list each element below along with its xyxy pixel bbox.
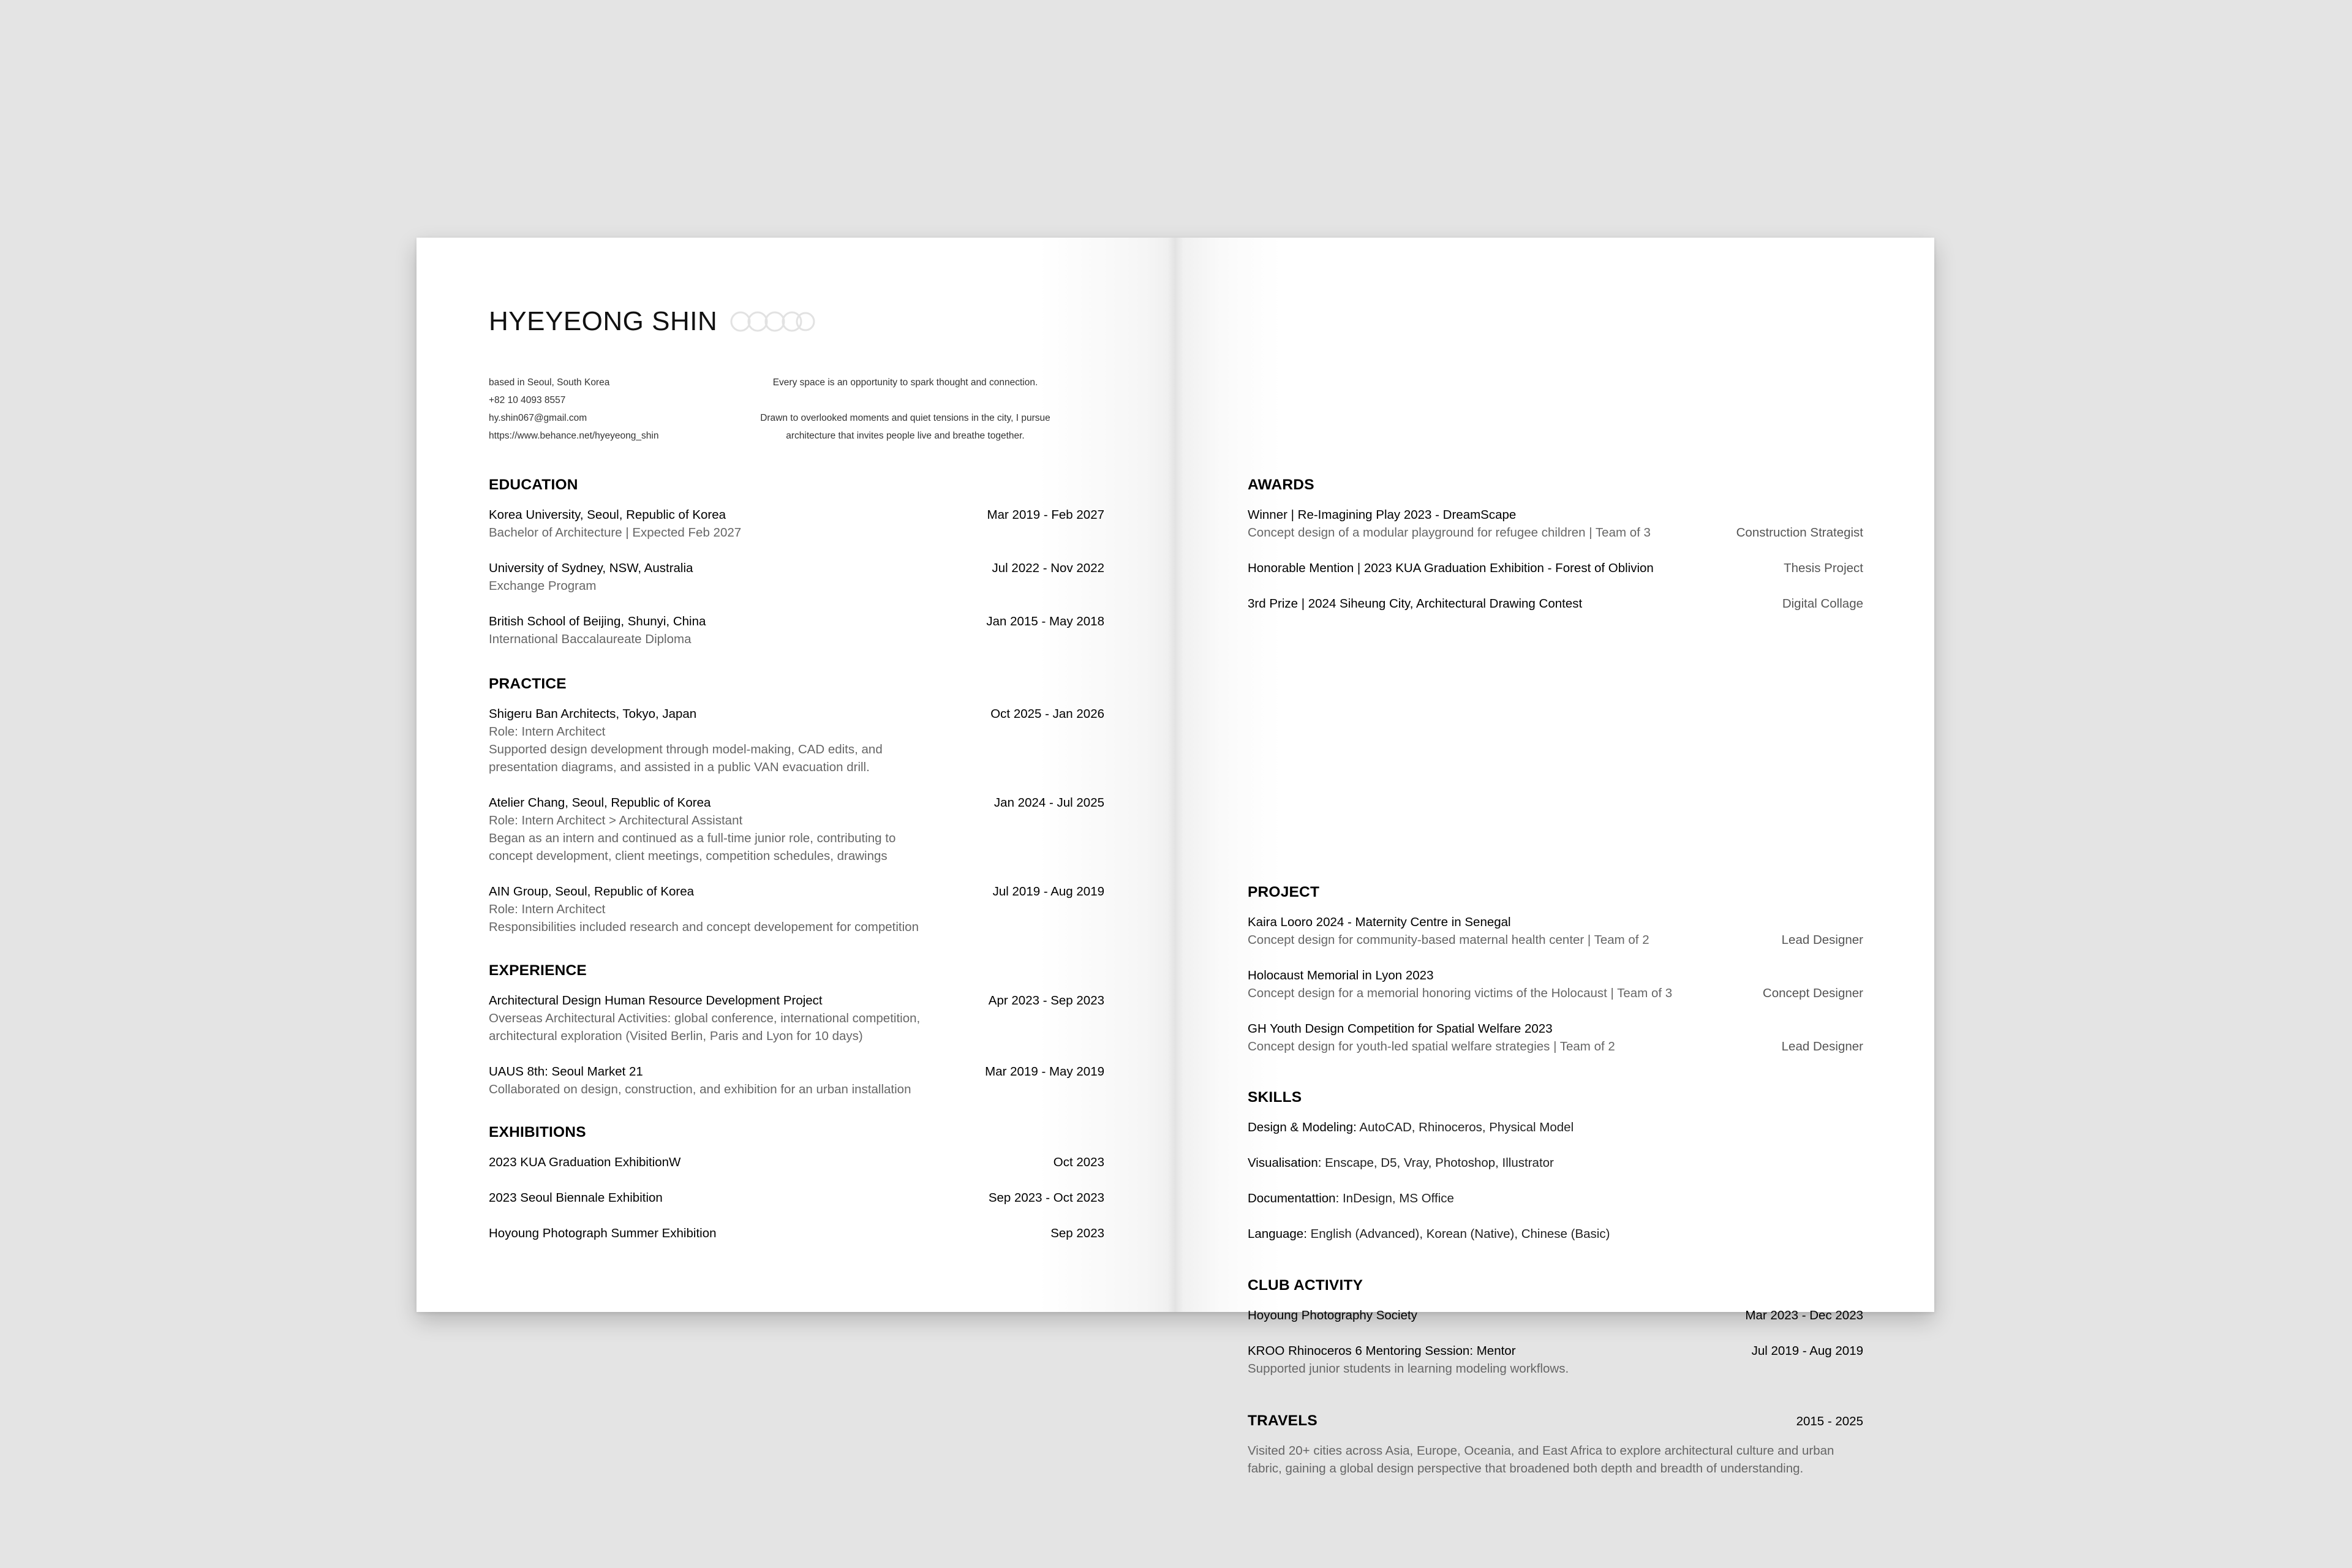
skill-label: Documentattion: [1248,1191,1340,1205]
phone-text: +82 10 4093 8557 [489,395,566,405]
entry-detail: Overseas Architectural Activities: global conference, international competition, [489,1011,921,1025]
entry-detail: International Baccalaureate Diploma [489,632,692,646]
entry-detail: presentation diagrams, and assisted in a public VAN evacuation drill. [489,760,870,774]
entry-title: Honorable Mention | 2023 KUA Graduation Exhibition - Forest of Oblivion [1248,561,1654,575]
entry-detail: Concept design of a modular playground for refugee children | Team of 3 [1248,526,1651,540]
entry-date: Jan 2015 - May 2018 [986,614,1104,628]
experience-entry [489,992,1104,1045]
entry-title: Shigeru Ban Architects, Tokyo, Japan [489,707,697,721]
tagline-line: architecture that invites people live and breathe together. [786,431,1025,441]
portfolio-link[interactable]: https://www.behance.net/hyeyeong_shin [489,431,659,441]
entry-title: Korea University, Seoul, Republic of Korea [489,508,726,522]
entry-date: Mar 2023 - Dec 2023 [1745,1308,1863,1322]
travels-section [1248,1412,1863,1477]
entry-role: Lead Designer [1781,1039,1863,1054]
entry-title: 2023 KUA Graduation ExhibitionW [489,1155,681,1169]
project-entry [1248,1020,1863,1055]
skill-value: AutoCAD, Rhinoceros, Physical Model [1356,1120,1574,1134]
entry-date: Sep 2023 [1050,1226,1104,1240]
section-title: AWARDS [1248,477,1314,493]
entry-title: 3rd Prize | 2024 Siheung City, Architectural Drawing Contest [1248,597,1583,611]
entry-date: Jan 2024 - Jul 2025 [993,796,1104,810]
email-text: hy.shin067@gmail.com [489,413,587,423]
skill-label: Design & Modeling: [1248,1120,1357,1134]
right-page [1175,238,1934,1476]
entry-title: Kaira Looro 2024 - Maternity Centre in Senegal [1248,915,1511,929]
entry-detail: Concept design for youth-led spatial welfare strategies | Team of 2 [1248,1039,1615,1054]
entry-role: Digital Collage [1782,597,1863,611]
section-title: PRACTICE [489,676,567,692]
entry-title: UAUS 8th: Seoul Market 21 [489,1065,643,1079]
logo-icon [728,309,817,334]
exhibition-entry [489,1153,1104,1171]
skill-value: InDesign, MS Office [1339,1191,1454,1205]
skills-section [1248,1089,1863,1261]
personal-statement [752,374,1058,445]
entry-role: Construction Strategist [1736,526,1863,540]
practice-entry [489,705,1104,776]
skill-row [1248,1189,1863,1207]
entry-detail: Role: Intern Architect [489,902,606,916]
section-title: EXPERIENCE [489,962,587,979]
entry-date: Sep 2023 - Oct 2023 [988,1191,1104,1205]
education-entry [489,612,1104,648]
entry-title: GH Youth Design Competition for Spatial Welfare 2023 [1248,1022,1553,1036]
header [489,306,817,337]
travels-text: fabric, gaining a global design perspective that broadened both depth and breadth of understanding. [1248,1461,1804,1476]
club-entry [1248,1306,1863,1324]
awards-section [1248,477,1863,630]
award-entry [1248,595,1863,612]
entry-detail: Concept design for a memorial honoring victims of the Holocaust | Team of 3 [1248,986,1673,1000]
location-text: based in Seoul, South Korea [489,377,610,388]
practice-section [489,676,1104,954]
entry-title: Atelier Chang, Seoul, Republic of Korea [489,796,711,810]
left-page [417,238,1175,1312]
entry-detail: Role: Intern Architect [489,725,606,739]
experience-entry [489,1063,1104,1098]
entry-date: Oct 2025 - Jan 2026 [990,707,1104,721]
project-section [1248,884,1863,1073]
skill-value: English (Advanced), Korean (Native), Chinese (Basic) [1306,1227,1610,1241]
club-activity-section [1248,1277,1863,1395]
section-title: EDUCATION [489,477,578,493]
exhibitions-section [489,1124,1104,1260]
entry-title: Hoyoung Photography Society [1248,1308,1417,1322]
entry-detail: Exchange Program [489,579,597,593]
entry-date: Jul 2022 - Nov 2022 [992,561,1104,575]
award-entry [1248,559,1863,577]
entry-detail: Responsibilities included research and concept developement for competition [489,920,919,934]
entry-detail: Concept design for community-based maternal health center | Team of 2 [1248,933,1649,947]
entry-detail: architectural exploration (Visited Berlin, Paris and Lyon for 10 days) [489,1029,863,1043]
exhibition-entry [489,1189,1104,1207]
entry-role: Concept Designer [1762,986,1863,1000]
tagline-line: Every space is an opportunity to spark thought and connection. [772,377,1038,388]
entry-title: British School of Beijing, Shunyi, China [489,614,706,628]
contact-block [489,374,1104,447]
entry-date: Jul 2019 - Aug 2019 [992,884,1104,899]
skill-row [1248,1118,1863,1136]
section-title: PROJECT [1248,884,1320,900]
entry-title: Hoyoung Photograph Summer Exhibition [489,1226,717,1240]
entry-date: Jul 2019 - Aug 2019 [1751,1344,1863,1358]
project-entry [1248,913,1863,949]
section-title: TRAVELS [1248,1412,1317,1429]
club-entry [1248,1342,1863,1378]
practice-entry [489,794,1104,865]
entry-title: KROO Rhinoceros 6 Mentoring Session: Mentor [1248,1344,1516,1358]
entry-title: Winner | Re-Imagining Play 2023 - DreamScape [1248,508,1517,522]
entry-detail: concept development, client meetings, competition schedules, drawings [489,849,888,863]
entry-detail: Supported junior students in learning modeling workflows. [1248,1362,1569,1376]
practice-entry [489,883,1104,936]
exhibition-entry [489,1224,1104,1242]
education-entry [489,559,1104,595]
section-title: SKILLS [1248,1089,1302,1106]
experience-section [489,962,1104,1116]
entry-date: 2015 - 2025 [1796,1414,1863,1428]
entry-detail: Began as an intern and continued as a full-time junior role, contributing to [489,831,896,845]
entry-detail: Role: Intern Architect > Architectural Assistant [489,813,743,827]
skill-label: Visualisation: [1248,1156,1322,1170]
entry-detail: Collaborated on design, construction, and exhibition for an urban installation [489,1082,911,1096]
section-title: CLUB ACTIVITY [1248,1277,1363,1294]
entry-date: Apr 2023 - Sep 2023 [988,993,1104,1008]
skill-row [1248,1225,1863,1243]
entry-date: Oct 2023 [1053,1155,1104,1169]
award-entry [1248,506,1863,541]
project-entry [1248,967,1863,1002]
entry-detail: Supported design development through model-making, CAD edits, and [489,742,883,756]
skill-label: Language: [1248,1227,1307,1241]
travels-text: Visited 20+ cities across Asia, Europe, Oceania, and East Africa to explore architectural culture and urban [1248,1444,1834,1458]
entry-role: Lead Designer [1781,933,1863,947]
section-title: EXHIBITIONS [489,1124,586,1140]
entry-title: University of Sydney, NSW, Australia [489,561,693,575]
entry-date: Mar 2019 - May 2019 [985,1065,1104,1079]
tagline-line: Drawn to overlooked moments and quiet tensions in the city, I pursue [760,413,1050,423]
entry-date: Mar 2019 - Feb 2027 [987,508,1104,522]
education-section [489,477,1104,666]
entry-detail: Bachelor of Architecture | Expected Feb 2027 [489,526,742,540]
entry-title: AIN Group, Seoul, Republic of Korea [489,884,695,899]
contact-list [489,374,658,445]
skill-row [1248,1154,1863,1172]
entry-title: 2023 Seoul Biennale Exhibition [489,1191,663,1205]
person-name: HYEYEONG SHIN [489,306,718,336]
entry-title: Holocaust Memorial in Lyon 2023 [1248,968,1434,982]
entry-title: Architectural Design Human Resource Development Project [489,993,823,1008]
skill-value: Enscape, D5, Vray, Photoshop, Illustrator [1321,1156,1554,1170]
education-entry [489,506,1104,541]
resume-spread [417,238,1934,1476]
entry-role: Thesis Project [1784,561,1863,575]
